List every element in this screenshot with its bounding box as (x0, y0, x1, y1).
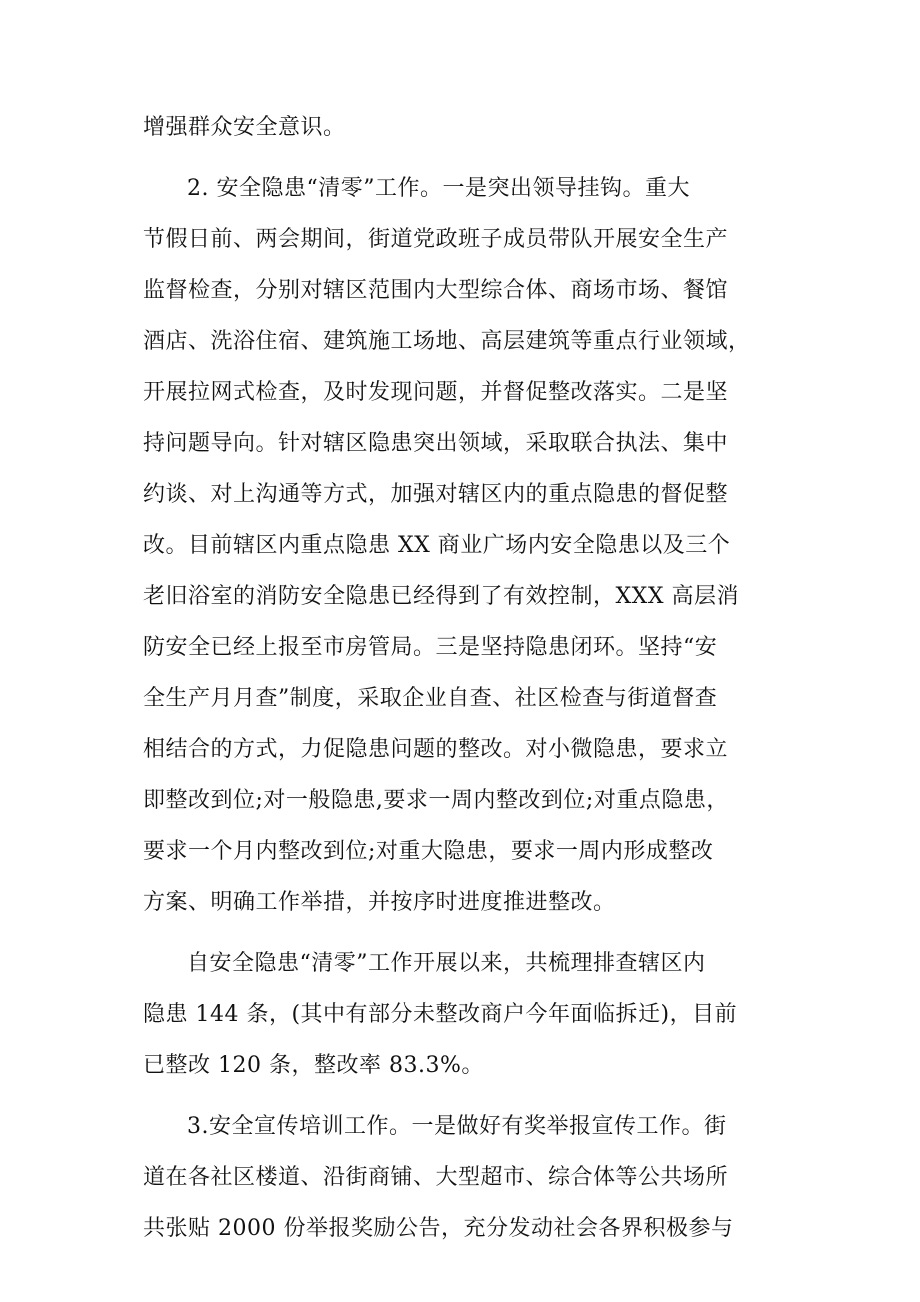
paragraph-gap (143, 928, 783, 938)
text-line: 相结合的方式，力促隐患问题的整改。对小微隐患，要求立 (143, 737, 729, 762)
text-line: 监督检查，分别对辖区范围内大型综合体、商场市场、餐馆 (143, 278, 729, 303)
text-line: 2. 安全隐患“清零”工作。一是突出领导挂钩。重大 (187, 176, 690, 201)
text-line: 节假日前、两会期间，街道党政班子成员带队开展安全生产 (143, 227, 729, 252)
text-line: 道在各社区楼道、沿街商铺、大型超市、综合体等公共场所 (143, 1165, 729, 1190)
paragraph (143, 102, 783, 153)
text-line: 约谈、对上沟通等方式，加强对辖区内的重点隐患的督促整 (143, 482, 729, 507)
text-line: 全生产月月查”制度，采取企业自查、社区检查与街道督查 (143, 686, 718, 711)
paragraph (143, 163, 783, 928)
paragraph (143, 1101, 783, 1254)
paragraph-gap (143, 1091, 783, 1101)
paragraph (143, 938, 783, 1091)
text-line: 已整改 120 条，整改率 83.3%。 (143, 1053, 484, 1078)
text-line: 共张贴 2000 份举报奖励公告，充分发动社会各界积极参与 (143, 1216, 734, 1241)
text-line: 开展拉网式检查，及时发现问题，并督促整改落实。二是坚 (143, 380, 729, 405)
text-line: 自安全隐患“清零”工作开展以来，共梳理排查辖区内 (187, 951, 706, 976)
text-line: 隐患 144 条，(其中有部分未整改商户今年面临拆迁)，目前 (143, 1002, 738, 1027)
paragraph-gap (143, 153, 783, 163)
text-line: 酒店、洗浴住宿、建筑施工场地、高层建筑等重点行业领域， (143, 329, 751, 354)
text-line: 要求一个月内整改到位;对重大隐患，要求一周内形成整改 (143, 839, 714, 864)
text-line: 方案、明确工作举措，并按序时进度推进整改。 (143, 890, 616, 915)
text-line: 增强群众安全意识。 (143, 115, 346, 140)
text-line: 即整改到位;对一般隐患,要求一周内整改到位;对重点隐患， (143, 788, 729, 813)
text-line: 防安全已经上报至市房管局。三是坚持隐患闭环。坚持“安 (143, 635, 718, 660)
document-body (143, 102, 783, 1254)
text-line: 3.安全宣传培训工作。一是做好有奖举报宣传工作。街 (187, 1114, 727, 1139)
text-line: 老旧浴室的消防安全隐患已经得到了有效控制，XXX 高层消 (143, 584, 739, 609)
text-line: 改。目前辖区内重点隐患 XX 商业广场内安全隐患以及三个 (143, 533, 731, 558)
text-line: 持问题导向。针对辖区隐患突出领域，采取联合执法、集中 (143, 431, 729, 456)
